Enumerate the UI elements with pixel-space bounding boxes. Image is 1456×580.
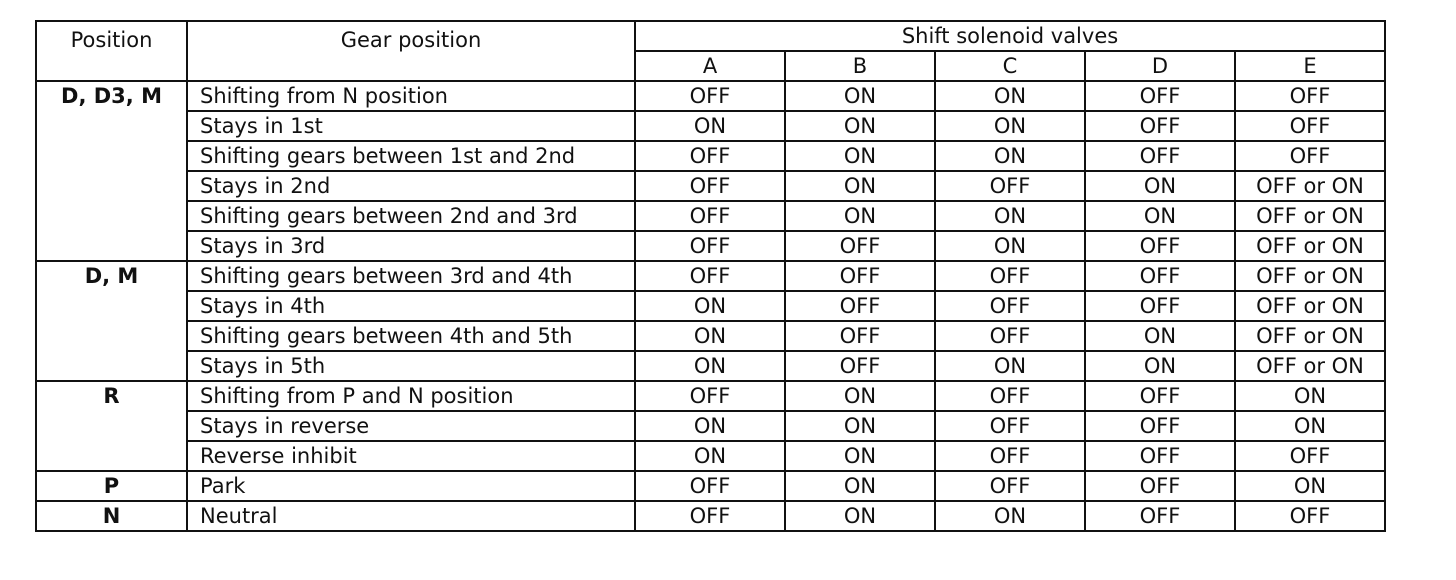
valve-a-state: ON [635, 291, 785, 321]
valve-a-state: ON [635, 111, 785, 141]
valve-b-state: ON [785, 81, 935, 111]
valve-b-state: OFF [785, 351, 935, 381]
valve-d-state: ON [1085, 201, 1235, 231]
valve-e-state: OFF [1235, 111, 1385, 141]
valve-c-state: OFF [935, 411, 1085, 441]
table-row [36, 291, 1385, 321]
valve-d-state: ON [1085, 351, 1235, 381]
valve-b-state: ON [785, 441, 935, 471]
valve-e-state: OFF or ON [1235, 231, 1385, 261]
header-gear-position: Gear position [187, 21, 635, 81]
valve-e-state: OFF or ON [1235, 351, 1385, 381]
valve-e-state: ON [1235, 381, 1385, 411]
valve-b-state: ON [785, 411, 935, 441]
valve-c-state: ON [935, 111, 1085, 141]
gear-position-cell: Shifting gears between 4th and 5th [187, 321, 635, 351]
gear-position-cell: Stays in 5th [187, 351, 635, 381]
table-row [36, 471, 1385, 501]
table-row [36, 441, 1385, 471]
valve-a-state: ON [635, 351, 785, 381]
solenoid-table-container [35, 20, 1386, 532]
gear-position-cell: Shifting from N position [187, 81, 635, 111]
valve-a-state: OFF [635, 471, 785, 501]
valve-c-state: ON [935, 351, 1085, 381]
valve-b-state: ON [785, 141, 935, 171]
gear-position-cell: Shifting gears between 1st and 2nd [187, 141, 635, 171]
gear-position-cell: Stays in 3rd [187, 231, 635, 261]
valve-c-state: ON [935, 81, 1085, 111]
valve-a-state: OFF [635, 261, 785, 291]
shift-solenoid-table [35, 20, 1386, 532]
valve-e-state: OFF or ON [1235, 201, 1385, 231]
valve-e-state: ON [1235, 411, 1385, 441]
valve-c-state: OFF [935, 171, 1085, 201]
valve-a-state: OFF [635, 501, 785, 531]
table-row [36, 81, 1385, 111]
header-valve-e: E [1235, 51, 1385, 81]
valve-c-state: OFF [935, 291, 1085, 321]
position-label: N [102, 504, 121, 528]
valve-a-state: ON [635, 321, 785, 351]
valve-e-state: OFF [1235, 501, 1385, 531]
header-valve-b: B [785, 51, 935, 81]
valve-c-state: ON [935, 231, 1085, 261]
header-position: Position [36, 21, 187, 81]
valve-e-state: OFF or ON [1235, 171, 1385, 201]
position-label: D, D3, M [61, 84, 162, 108]
gear-position-cell: Park [187, 471, 635, 501]
position-label: R [103, 384, 120, 408]
valve-d-state: ON [1085, 321, 1235, 351]
valve-c-state: ON [935, 141, 1085, 171]
table-row [36, 501, 1385, 531]
position-label: P [103, 474, 120, 498]
header-shift-solenoid-valves: Shift solenoid valves [635, 21, 1385, 51]
valve-b-state: ON [785, 501, 935, 531]
valve-d-state: OFF [1085, 501, 1235, 531]
gear-position-cell: Stays in 4th [187, 291, 635, 321]
valve-d-state: OFF [1085, 291, 1235, 321]
valve-b-state: OFF [785, 231, 935, 261]
valve-d-state: OFF [1085, 111, 1235, 141]
gear-position-cell: Stays in reverse [187, 411, 635, 441]
table-row [36, 201, 1385, 231]
valve-e-state: OFF or ON [1235, 321, 1385, 351]
valve-d-state: OFF [1085, 471, 1235, 501]
valve-e-state: ON [1235, 471, 1385, 501]
table-row [36, 381, 1385, 411]
valve-a-state: OFF [635, 81, 785, 111]
table-body [36, 81, 1385, 531]
gear-position-cell: Shifting gears between 2nd and 3rd [187, 201, 635, 231]
valve-e-state: OFF or ON [1235, 291, 1385, 321]
valve-c-state: OFF [935, 321, 1085, 351]
position-cell [36, 501, 187, 531]
valve-b-state: ON [785, 471, 935, 501]
valve-a-state: OFF [635, 171, 785, 201]
header-valve-a: A [635, 51, 785, 81]
valve-a-state: OFF [635, 231, 785, 261]
valve-b-state: ON [785, 171, 935, 201]
header-valve-c: C [935, 51, 1085, 81]
valve-c-state: OFF [935, 381, 1085, 411]
valve-a-state: OFF [635, 201, 785, 231]
table-row [36, 261, 1385, 291]
header-valve-d: D [1085, 51, 1235, 81]
valve-d-state: OFF [1085, 141, 1235, 171]
gear-position-cell: Reverse inhibit [187, 441, 635, 471]
table-row [36, 171, 1385, 201]
gear-position-cell: Shifting gears between 3rd and 4th [187, 261, 635, 291]
valve-b-state: ON [785, 201, 935, 231]
valve-b-state: OFF [785, 291, 935, 321]
valve-d-state: OFF [1085, 411, 1235, 441]
valve-c-state: ON [935, 201, 1085, 231]
valve-c-state: OFF [935, 441, 1085, 471]
gear-position-cell: Shifting from P and N position [187, 381, 635, 411]
valve-b-state: OFF [785, 261, 935, 291]
valve-a-state: OFF [635, 141, 785, 171]
valve-e-state: OFF [1235, 81, 1385, 111]
gear-position-cell: Neutral [187, 501, 635, 531]
position-cell [36, 381, 187, 471]
valve-a-state: OFF [635, 381, 785, 411]
table-row [36, 411, 1385, 441]
position-label: D, M [84, 264, 139, 288]
valve-d-state: OFF [1085, 81, 1235, 111]
table-row [36, 321, 1385, 351]
gear-position-cell: Stays in 2nd [187, 171, 635, 201]
valve-d-state: OFF [1085, 441, 1235, 471]
table-row [36, 111, 1385, 141]
valve-d-state: OFF [1085, 261, 1235, 291]
valve-c-state: OFF [935, 471, 1085, 501]
table-row [36, 141, 1385, 171]
valve-c-state: ON [935, 501, 1085, 531]
valve-d-state: ON [1085, 171, 1235, 201]
table-row [36, 231, 1385, 261]
valve-d-state: OFF [1085, 381, 1235, 411]
valve-a-state: ON [635, 411, 785, 441]
table-row [36, 351, 1385, 381]
valve-b-state: OFF [785, 321, 935, 351]
valve-d-state: OFF [1085, 231, 1235, 261]
valve-e-state: OFF or ON [1235, 261, 1385, 291]
position-cell [36, 261, 187, 381]
valve-b-state: ON [785, 381, 935, 411]
valve-a-state: ON [635, 441, 785, 471]
valve-e-state: OFF [1235, 441, 1385, 471]
position-cell [36, 81, 187, 261]
valve-e-state: OFF [1235, 141, 1385, 171]
valve-b-state: ON [785, 111, 935, 141]
valve-c-state: OFF [935, 261, 1085, 291]
gear-position-cell: Stays in 1st [187, 111, 635, 141]
position-cell [36, 471, 187, 501]
